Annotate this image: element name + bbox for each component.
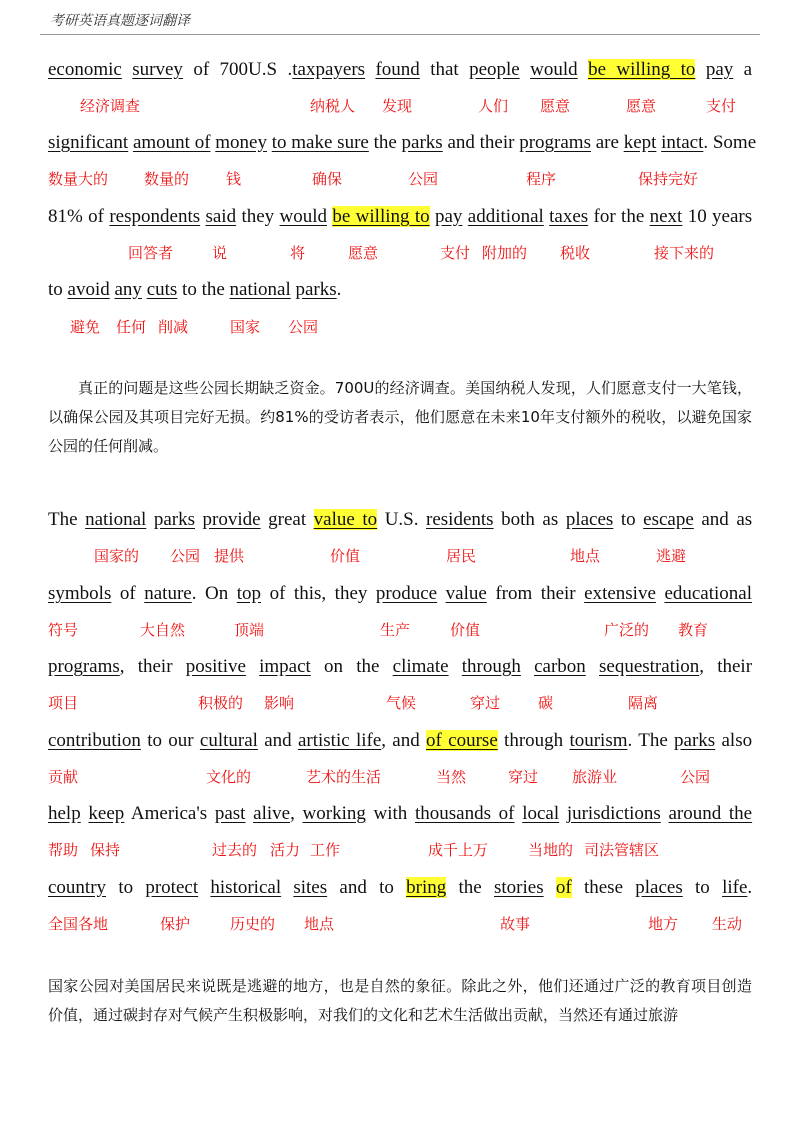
english-line — [48, 802, 752, 826]
word: residents — [426, 509, 494, 530]
word: contribution — [48, 730, 141, 751]
word: great — [268, 509, 307, 530]
word: of — [119, 583, 136, 604]
word: working — [302, 803, 366, 824]
gloss-word: 价值 — [450, 621, 481, 639]
word: educational — [664, 583, 753, 604]
word: with — [373, 803, 408, 824]
gloss-line — [0, 766, 800, 790]
word: programs — [519, 132, 591, 153]
word: 81% of — [48, 206, 104, 227]
gloss-word: 接下来的 — [654, 244, 715, 262]
word: sites — [293, 877, 328, 898]
word: provide — [202, 509, 261, 530]
chinese-translation: 真正的问题是这些公园长期缺乏资金。700U的经济调查。美国纳税人发现，人们愿意支付一大笔钱，以确保公园及其项目完好无损。约81%的受访者表示，他们愿意在未来10年支付额外的税收，以避免国家公园的任何削减。 — [48, 379, 752, 455]
gloss-word: 当地的 — [528, 841, 574, 859]
gloss-word: 经济调查 — [80, 97, 141, 115]
gloss-word: 愿意 — [626, 97, 657, 115]
gloss-word: 数量大的 — [48, 170, 109, 188]
word: top — [236, 583, 262, 604]
gloss-word: 保护 — [160, 915, 191, 933]
word: parks — [295, 279, 337, 300]
word: programs — [48, 656, 120, 677]
word: country — [48, 877, 107, 898]
word: and — [264, 730, 292, 751]
gloss-word: 影响 — [264, 694, 295, 712]
gloss-word: 生动 — [712, 915, 743, 933]
gloss-word: 活力 — [270, 841, 301, 859]
gloss-word: 居民 — [446, 547, 477, 565]
gloss-word: 碳 — [538, 694, 554, 712]
gloss-word: 隔离 — [628, 694, 659, 712]
word: local — [522, 803, 560, 824]
word: life — [722, 877, 748, 898]
gloss-word: 回答者 — [128, 244, 174, 262]
word: both as — [501, 509, 559, 530]
word: places — [635, 877, 683, 898]
gloss-word: 纳税人 — [310, 97, 356, 115]
gloss-line — [0, 95, 800, 119]
gloss-word: 成千上万 — [428, 841, 489, 859]
gloss-word: 公园 — [408, 170, 439, 188]
word: sequestration — [599, 656, 700, 677]
word: and as — [701, 509, 753, 530]
gloss-word: 愿意 — [540, 97, 571, 115]
gloss-word: 贡献 — [48, 768, 79, 786]
word: around the — [668, 803, 753, 824]
gloss-word: 人们 — [478, 97, 509, 115]
highlighted-word: bring — [406, 877, 447, 898]
word: the — [373, 132, 397, 153]
word: the — [458, 877, 482, 898]
word: through — [461, 656, 521, 677]
gloss-word: 当然 — [436, 768, 467, 786]
word: would — [279, 206, 328, 227]
word: protect — [145, 877, 199, 898]
word: for the — [593, 206, 645, 227]
gloss-word: 公园 — [170, 547, 201, 565]
gloss-word: 地方 — [648, 915, 679, 933]
word: . — [747, 877, 753, 898]
word: help — [48, 803, 81, 824]
word: are — [595, 132, 619, 153]
page-header-title: 考研英语真题逐词翻译 — [50, 13, 190, 29]
word: , their — [699, 656, 753, 677]
word: of 700U.S . — [193, 59, 293, 80]
gloss-word: 故事 — [500, 915, 531, 933]
english-line — [48, 278, 752, 302]
gloss-word: 价值 — [330, 547, 361, 565]
word: intact — [661, 132, 704, 153]
word: taxes — [549, 206, 589, 227]
word: places — [565, 509, 614, 530]
gloss-word: 旅游业 — [572, 768, 618, 786]
word: also — [721, 730, 753, 751]
word: historical — [210, 877, 282, 898]
gloss-word: 保持 — [90, 841, 121, 859]
word: jurisdictions — [566, 803, 661, 824]
gloss-line — [0, 316, 800, 340]
gloss-word: 确保 — [312, 170, 343, 188]
word: , — [290, 803, 295, 824]
english-line — [48, 655, 752, 679]
gloss-word: 保持完好 — [638, 170, 699, 188]
word: extensive — [584, 583, 656, 604]
gloss-word: 司法管辖区 — [584, 841, 660, 859]
word: that — [430, 59, 459, 80]
word: America's — [130, 803, 208, 824]
gloss-word: 发现 — [382, 97, 413, 115]
gloss-word: 提供 — [214, 547, 245, 565]
word: avoid — [67, 279, 110, 300]
word: carbon — [534, 656, 586, 677]
gloss-word: 逃避 — [656, 547, 687, 565]
gloss-word: 穿过 — [470, 694, 501, 712]
word: respondents — [109, 206, 201, 227]
gloss-word: 说 — [212, 244, 228, 262]
word: parks — [674, 730, 716, 751]
word: to — [620, 509, 636, 530]
english-line — [48, 582, 752, 606]
word: cultural — [199, 730, 258, 751]
word: keep — [88, 803, 125, 824]
word: , their — [119, 656, 173, 677]
word: amount of — [132, 132, 211, 153]
english-line — [48, 131, 757, 155]
word: , and — [381, 730, 420, 751]
word: to make sure — [271, 132, 369, 153]
word: thousands of — [415, 803, 515, 824]
word: U.S. — [384, 509, 419, 530]
gloss-word: 工作 — [310, 841, 341, 859]
gloss-word: 削减 — [158, 318, 189, 336]
gloss-word: 支付 — [440, 244, 471, 262]
gloss-word: 数量的 — [144, 170, 190, 188]
word: of this, they — [269, 583, 368, 604]
chinese-translation: 国家公园对美国居民来说既是逃避的地方，也是自然的象征。除此之外，他们还通过广泛的教育项目创造价值，通过碳封存对气候产生积极影响，对我们的文化和艺术生活做出贡献，当然还有通过旅游 — [48, 977, 752, 1024]
word: . The — [627, 730, 668, 751]
gloss-word: 项目 — [48, 694, 79, 712]
word: cuts — [146, 279, 178, 300]
word: climate — [392, 656, 449, 677]
gloss-word: 艺术的生活 — [306, 768, 382, 786]
gloss-word: 钱 — [226, 170, 242, 188]
word: alive — [253, 803, 291, 824]
word: nature — [144, 583, 192, 604]
gloss-word: 大自然 — [140, 621, 186, 639]
english-line — [48, 876, 752, 900]
gloss-word: 帮助 — [48, 841, 79, 859]
word: from their — [495, 583, 576, 604]
gloss-word: 国家的 — [94, 547, 140, 565]
gloss-word: 生产 — [380, 621, 411, 639]
gloss-line — [0, 168, 800, 192]
word: positive — [185, 656, 246, 677]
gloss-word: 气候 — [386, 694, 417, 712]
gloss-word: 公园 — [288, 318, 319, 336]
gloss-word: 避免 — [70, 318, 101, 336]
word: 10 years — [687, 206, 753, 227]
word: kept — [623, 132, 657, 153]
word: . Some — [703, 132, 757, 153]
word: next — [649, 206, 683, 227]
word: any — [114, 279, 142, 300]
word: . On — [191, 583, 229, 604]
gloss-word: 历史的 — [230, 915, 276, 933]
word: artistic life — [297, 730, 382, 751]
word: value — [445, 583, 487, 604]
highlighted-phrase: be willing to — [588, 59, 696, 80]
gloss-word: 程序 — [526, 170, 557, 188]
word: taxpayers — [292, 59, 366, 80]
gloss-word: 国家 — [230, 318, 261, 336]
word: economic — [48, 59, 122, 80]
gloss-word: 将 — [290, 244, 306, 262]
word: to our — [147, 730, 194, 751]
word: parks — [153, 509, 195, 530]
gloss-word: 顶端 — [234, 621, 265, 639]
gloss-word: 支付 — [706, 97, 737, 115]
gloss-line — [0, 692, 800, 716]
word: pay — [705, 59, 734, 80]
word: additional — [467, 206, 544, 227]
word: . — [336, 279, 342, 300]
word: tourism — [569, 730, 628, 751]
gloss-word: 附加的 — [482, 244, 528, 262]
word: to — [118, 877, 134, 898]
word: money — [215, 132, 267, 153]
gloss-word: 任何 — [116, 318, 147, 336]
word: they — [241, 206, 275, 227]
highlighted-phrase: of course — [426, 730, 498, 751]
word: escape — [643, 509, 694, 530]
highlighted-phrase: value to — [313, 509, 378, 530]
gloss-line — [0, 913, 800, 937]
word: parks — [401, 132, 443, 153]
word: stories — [494, 877, 544, 898]
gloss-word: 地点 — [570, 547, 601, 565]
word: The — [48, 509, 78, 530]
gloss-word: 全国各地 — [48, 915, 109, 933]
gloss-line — [0, 619, 800, 643]
header-divider — [40, 34, 760, 35]
gloss-word: 愿意 — [348, 244, 379, 262]
english-line — [48, 58, 752, 82]
gloss-word: 税收 — [560, 244, 591, 262]
word: national — [229, 279, 291, 300]
word: and their — [447, 132, 515, 153]
highlighted-phrase: be willing to — [332, 206, 430, 227]
word: a — [743, 59, 753, 80]
english-line — [48, 205, 752, 229]
word: people — [469, 59, 520, 80]
word: to — [695, 877, 710, 898]
word: symbols — [48, 583, 112, 604]
word: said — [205, 206, 237, 227]
gloss-word: 文化的 — [206, 768, 252, 786]
word: survey — [132, 59, 183, 80]
english-line — [48, 508, 752, 532]
gloss-word: 地点 — [304, 915, 335, 933]
gloss-line — [0, 242, 800, 266]
word: produce — [375, 583, 438, 604]
word: on the — [324, 656, 380, 677]
word: national — [85, 509, 147, 530]
word: through — [504, 730, 564, 751]
word: to the — [182, 279, 225, 300]
english-line — [48, 729, 752, 753]
gloss-word: 过去的 — [212, 841, 258, 859]
word: these — [583, 877, 624, 898]
gloss-word: 教育 — [678, 621, 709, 639]
word: pay — [435, 206, 463, 227]
gloss-word: 穿过 — [508, 768, 539, 786]
word: would — [530, 59, 578, 80]
word: impact — [259, 656, 311, 677]
gloss-word: 符号 — [48, 621, 79, 639]
gloss-line — [0, 839, 800, 863]
word: and to — [339, 877, 394, 898]
word: significant — [48, 132, 129, 153]
gloss-word: 公园 — [680, 768, 711, 786]
gloss-word: 积极的 — [198, 694, 244, 712]
word: to — [48, 279, 63, 300]
highlighted-word: of — [555, 877, 572, 898]
word: past — [214, 803, 246, 824]
word: found — [375, 59, 420, 80]
gloss-word: 广泛的 — [604, 621, 650, 639]
gloss-line — [0, 545, 800, 569]
